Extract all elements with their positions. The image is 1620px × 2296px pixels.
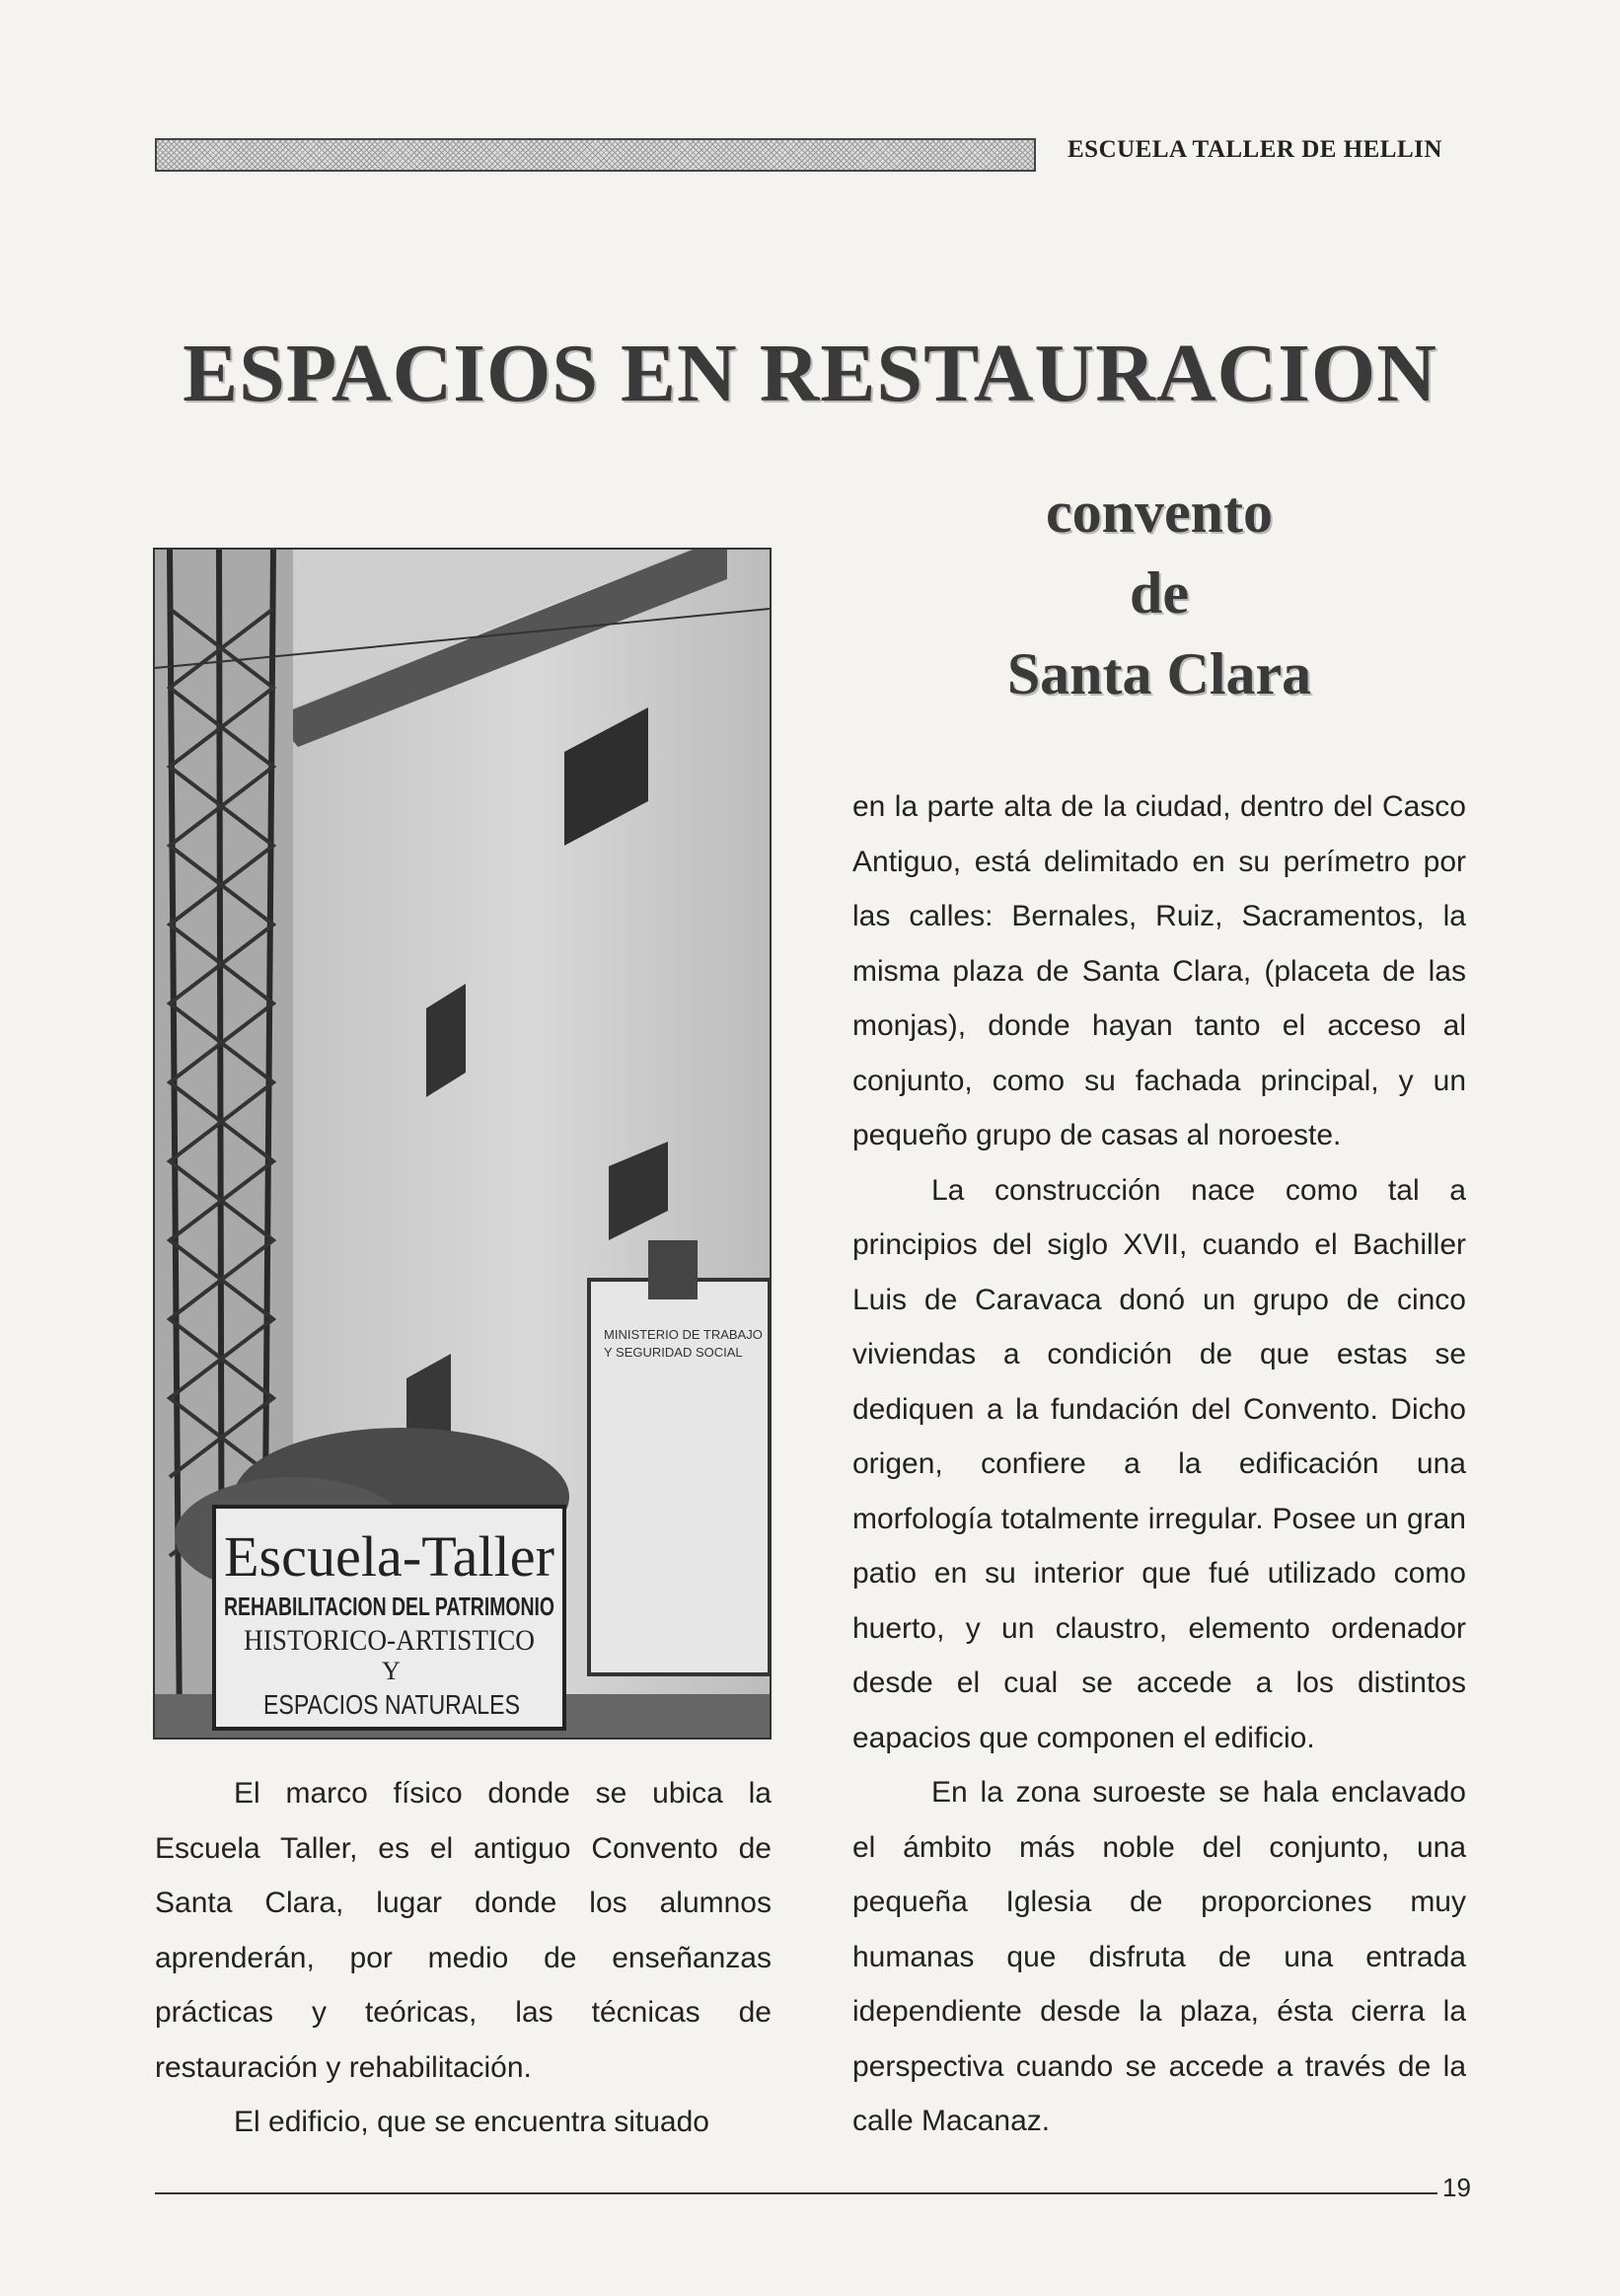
left-text-column: [155, 1766, 772, 2150]
paragraph: en la parte alta de la ciudad, dentro del Casco Antiguo, está delimitado en su perímetro por las calles: Bernales, Ruiz, Sacramentos, la misma plaza de Santa Clara, (placeta de las monjas), donde hayan tanto el acceso al conjunto, como su fachada principal, y un pequeño grupo de casas al noroeste.: [852, 790, 1466, 1151]
paragraph: En la zona suroeste se hala enclavado el ámbito más noble del conjunto, una pequeña Iglesia de proporciones muy humanas que disfruta de una entrada idependiente desde la plaza, ésta cierra la perspectiva cuando se accede a través de la calle Macanaz.: [852, 1776, 1466, 2137]
sign-title: Escuela-Taller: [224, 1524, 554, 1589]
paragraph: El edificio, que se encuentra situado: [234, 2106, 709, 2138]
subtitle-line: Santa Clara: [1006, 641, 1312, 706]
convent-photo: [153, 548, 772, 1740]
article-title: ESPACIOS EN RESTAURACION: [183, 328, 1437, 419]
sign-line: ESPACIOS NATURALES: [263, 1689, 520, 1720]
article-subtitle: [888, 472, 1431, 714]
right-text-column: [852, 779, 1466, 2149]
footer-rule: [155, 2192, 1437, 2194]
paragraph: La construcción nace como tal a principios del siglo XVII, cuando el Bachiller Luis de Caravaca donó un grupo de cinco viviendas a condición de que estas se dediquen a la fundación del Convento. Dicho origen, confiere a la edificación una morfología totalmente irregular. Posee un gran patio en su interior que fué utilizado como huerto, y un claustro, elemento ordenador desde el cual se accede a los distintos eapacios que componen el edificio.: [852, 1173, 1466, 1754]
subtitle-line: de: [1130, 560, 1189, 626]
board-text: Y SEGURIDAD SOCIAL: [604, 1345, 743, 1360]
page-number: 19: [1442, 2173, 1471, 2202]
board-text: MINISTERIO DE TRABAJO: [604, 1327, 763, 1342]
header-pattern-bar: [155, 138, 1036, 172]
sign-line: HISTORICO-ARTISTICO: [244, 1624, 535, 1657]
paragraph: El marco físico donde se ubica la Escuela Taller, es el antiguo Convento de Santa Clara, lugar donde los alumnos aprenderán, por medio de enseñanzas prácticas y teóricas, las técnicas de restauración y rehabilitación.: [155, 1777, 772, 2084]
sign-line: REHABILITACION DEL PATRIMONIO: [224, 1592, 554, 1621]
subtitle-line: convento: [1046, 480, 1273, 545]
running-header-title: ESCUELA TALLER DE HELLIN: [1068, 136, 1442, 163]
sign-line: Y: [382, 1657, 401, 1685]
